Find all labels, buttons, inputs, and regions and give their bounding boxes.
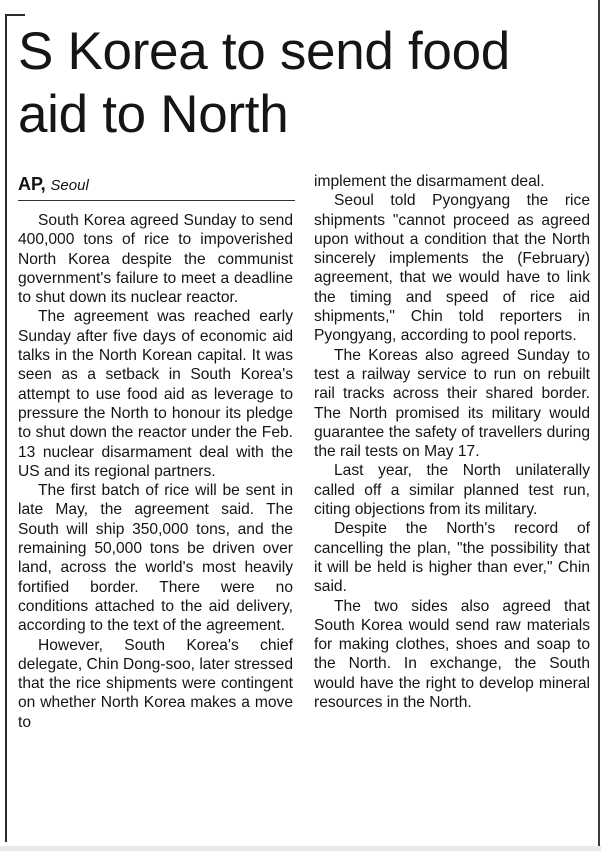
byline-agency: AP, xyxy=(18,174,46,194)
headline: S Korea to send food aid to North xyxy=(18,22,510,144)
paragraph: The first batch of rice will be sent in late May, the agreement said. The South will ship 350,000 tons, and the remaining 50,000 tons be driven over land, across the world's most heavily fortified border. There were no conditions attached to the aid delivery, according to the text of the agreement. xyxy=(18,482,293,635)
byline xyxy=(18,174,89,196)
paragraph: Despite the North's record of cancelling the plan, "the possibility that it will be held is higher than ever," Chin said. xyxy=(314,520,590,596)
byline-divider xyxy=(18,200,295,201)
paragraph-continued: implement the disarmament deal. xyxy=(314,173,545,190)
paragraph: The agreement was reached early Sunday after five days of economic aid talks in the North Korean capital. It was seen as a setback in South Korea's attempt to use food aid as leverage to pressure the North to honour its pledge to shut down the reactor under the Feb. 13 nuclear disarmament deal with the US and its regional partners. xyxy=(18,308,293,480)
top-left-rule xyxy=(5,14,25,16)
paragraph: Last year, the North unilaterally called off a similar planned test run, citing objections from its military. xyxy=(314,462,590,519)
left-column xyxy=(18,211,293,732)
right-border-rule xyxy=(598,0,600,851)
paragraph: Seoul told Pyongyang the rice shipments "cannot proceed as agreed upon without a condition that the North sincerely implements the (February) agreement, that we would have to link the timing and speed of rice aid shipments," Chin told reporters in Pyongyang, according to pool reports. xyxy=(314,192,590,345)
right-column xyxy=(314,172,590,712)
paragraph: The two sides also agreed that South Korea would send raw materials for making clothes, shoes and soap to the North. In exchange, the South would have the right to develop mineral resources in the North. xyxy=(314,597,590,712)
paragraph: However, South Korea's chief delegate, Chin Dong-soo, later stressed that the rice shipments were contingent on whether North Korea makes a move to xyxy=(18,636,293,731)
bottom-edge xyxy=(0,846,601,851)
byline-place: Seoul xyxy=(50,177,89,194)
paragraph: The Koreas also agreed Sunday to test a railway service to run on rebuilt rail tracks across their shared border. The North promised its military would guarantee the safety of travellers during the rail tests on May 17. xyxy=(314,346,590,461)
paragraph: South Korea agreed Sunday to send 400,000 tons of rice to impoverished North Korea despite the communist government's failure to meet a deadline to shut down its nuclear reactor. xyxy=(18,212,293,307)
left-border-rule xyxy=(5,14,7,842)
